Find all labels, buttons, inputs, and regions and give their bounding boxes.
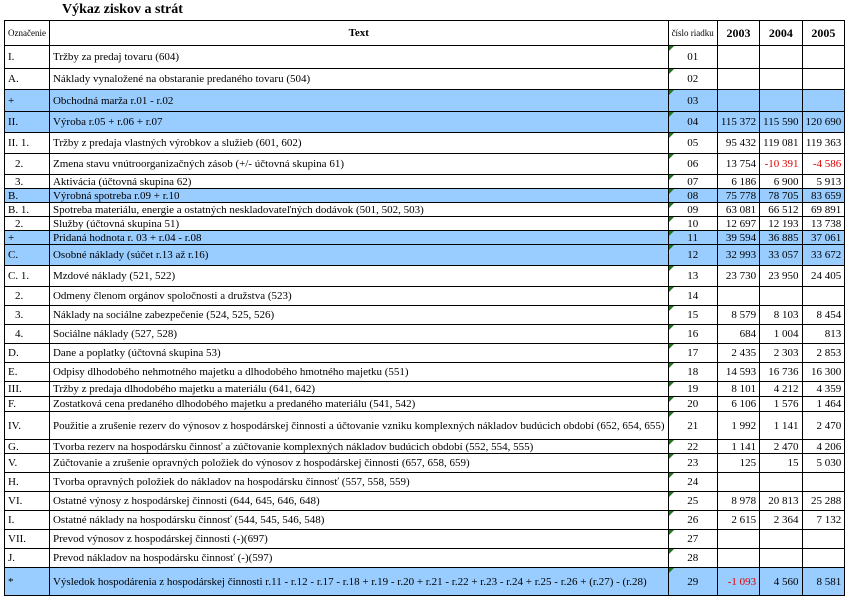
cell-text[interactable]: Osobné náklady (súčet r.13 až r.16) — [49, 245, 668, 266]
cell-text[interactable]: Spotreba materiálu, energie a ostatných neskladovateľných dodávok (501, 502, 503) — [49, 203, 668, 217]
cell-code[interactable]: E. — [5, 363, 50, 382]
table-row — [5, 530, 845, 549]
cell-text[interactable]: Použitie a zrušenie rezerv do výnosov z hospodárskej činnosti a účtovanie vzniku komplexných nákladov budúcich období (652, 654, 655) — [49, 412, 668, 440]
cell-value-2003[interactable]: 32 993 — [717, 245, 759, 266]
cell-code[interactable]: 4. — [5, 325, 50, 344]
cell-text[interactable]: Odpisy dlhodobého nehmotného majetku a dlhodobého hmotného majetku (551) — [49, 363, 668, 382]
cell-value-2005[interactable] — [802, 530, 845, 549]
cell-value-2004[interactable]: 115 590 — [760, 112, 802, 133]
table-row — [5, 154, 845, 175]
cell-value-2004[interactable]: 1 576 — [760, 397, 802, 412]
table-row — [5, 549, 845, 568]
cell-value-2004[interactable] — [760, 287, 802, 306]
table-row — [5, 287, 845, 306]
cell-code[interactable]: III. — [5, 382, 50, 397]
cell-text[interactable]: Náklady vynaložené na obstaranie predaného tovaru (504) — [49, 69, 668, 90]
cell-code[interactable]: H. — [5, 473, 50, 492]
cell-value-2003[interactable]: 1 992 — [717, 412, 759, 440]
cell-code[interactable]: D. — [5, 344, 50, 363]
cell-value-2003[interactable]: 39 594 — [717, 231, 759, 245]
table-row — [5, 492, 845, 511]
cell-value-2005[interactable]: 1 464 — [802, 397, 845, 412]
cell-value-2003[interactable] — [717, 46, 759, 69]
table-row — [5, 325, 845, 344]
cell-text[interactable]: Aktivácia (účtovná skupina 62) — [49, 175, 668, 189]
table-row — [5, 175, 845, 189]
table-row — [5, 189, 845, 203]
cell-value-2004[interactable]: 119 081 — [760, 133, 802, 154]
cell-value-2004[interactable]: 36 885 — [760, 231, 802, 245]
cell-value-2005[interactable]: 2 470 — [802, 412, 845, 440]
cell-code[interactable]: 2. — [5, 287, 50, 306]
cell-text[interactable]: Dane a poplatky (účtovná skupina 53) — [49, 344, 668, 363]
cell-value-2003[interactable]: 6 186 — [717, 175, 759, 189]
cell-value-2004[interactable]: 78 705 — [760, 189, 802, 203]
cell-value-2005[interactable]: 5 030 — [802, 454, 845, 473]
cell-value-2005[interactable]: 8 581 — [802, 568, 845, 596]
cell-value-2003[interactable]: 23 730 — [717, 266, 759, 287]
cell-value-2004[interactable]: 20 813 — [760, 492, 802, 511]
table-row — [5, 90, 845, 112]
cell-row-number[interactable]: 07 — [668, 175, 717, 189]
cell-value-2004[interactable]: 1 141 — [760, 412, 802, 440]
cell-value-2004[interactable]: 16 736 — [760, 363, 802, 382]
cell-code[interactable]: 3. — [5, 306, 50, 325]
cell-row-number[interactable]: 20 — [668, 397, 717, 412]
cell-row-number[interactable]: 27 — [668, 530, 717, 549]
cell-value-2005[interactable]: 24 405 — [802, 266, 845, 287]
cell-value-2004[interactable]: 33 057 — [760, 245, 802, 266]
cell-code[interactable]: B. — [5, 189, 50, 203]
cell-code[interactable]: IV. — [5, 412, 50, 440]
cell-code[interactable]: C. 1. — [5, 266, 50, 287]
report-title: Výkaz ziskov a strát — [62, 2, 183, 17]
cell-text[interactable]: Náklady na sociálne zabezpečenie (524, 525, 526) — [49, 306, 668, 325]
header-row — [5, 21, 845, 46]
cell-value-2004[interactable]: -10 391 — [760, 154, 802, 175]
cell-row-number[interactable]: 22 — [668, 440, 717, 454]
table-row — [5, 69, 845, 90]
cell-value-2004[interactable] — [760, 46, 802, 69]
cell-code[interactable]: * — [5, 568, 50, 596]
cell-text[interactable]: Mzdové náklady (521, 522) — [49, 266, 668, 287]
cell-value-2003[interactable] — [717, 69, 759, 90]
cell-text[interactable]: Tržby z predaja vlastných výrobkov a služieb (601, 602) — [49, 133, 668, 154]
table-row — [5, 473, 845, 492]
table-row — [5, 382, 845, 397]
header-year-2004: 2004 — [760, 21, 802, 46]
cell-value-2004[interactable]: 8 103 — [760, 306, 802, 325]
cell-code[interactable]: I. — [5, 46, 50, 69]
cell-value-2005[interactable]: 37 061 — [802, 231, 845, 245]
cell-value-2005[interactable]: 83 659 — [802, 189, 845, 203]
cell-value-2004[interactable]: 12 193 — [760, 217, 802, 231]
cell-value-2004[interactable]: 2 303 — [760, 344, 802, 363]
cell-text[interactable]: Tvorba rezerv na hospodársku činnosť a zúčtovanie komplexných nákladov budúcich období (552, 554, 555) — [49, 440, 668, 454]
table-row — [5, 412, 845, 440]
table-row — [5, 454, 845, 473]
table-row — [5, 266, 845, 287]
cell-text[interactable]: Výrobná spotreba r.09 + r.10 — [49, 189, 668, 203]
header-code: Označenie — [5, 21, 50, 46]
cell-text[interactable]: Prevod výnosov z hospodárskej činnosti (-)(697) — [49, 530, 668, 549]
cell-row-number[interactable]: 03 — [668, 90, 717, 112]
cell-value-2004[interactable] — [760, 530, 802, 549]
cell-value-2003[interactable]: 684 — [717, 325, 759, 344]
cell-code[interactable]: 2. — [5, 154, 50, 175]
cell-text[interactable]: Sociálne náklady (527, 528) — [49, 325, 668, 344]
cell-row-number[interactable]: 14 — [668, 287, 717, 306]
cell-code[interactable]: B. 1. — [5, 203, 50, 217]
cell-value-2004[interactable] — [760, 473, 802, 492]
cell-value-2005[interactable]: 33 672 — [802, 245, 845, 266]
header-text: Text — [49, 21, 668, 46]
cell-text[interactable]: Služby (účtovná skupina 51) — [49, 217, 668, 231]
cell-code[interactable]: VII. — [5, 530, 50, 549]
cell-row-number[interactable]: 05 — [668, 133, 717, 154]
cell-row-number[interactable]: 15 — [668, 306, 717, 325]
table-row — [5, 217, 845, 231]
header-row-number: číslo riadku — [668, 21, 717, 46]
cell-value-2005[interactable] — [802, 287, 845, 306]
cell-value-2005[interactable]: 5 913 — [802, 175, 845, 189]
cell-row-number[interactable]: 13 — [668, 266, 717, 287]
cell-row-number[interactable]: 06 — [668, 154, 717, 175]
table-row — [5, 112, 845, 133]
table-row — [5, 363, 845, 382]
cell-text[interactable]: Výsledok hospodárenia z hospodárskej činnosti r.11 - r.12 - r.17 - r.18 + r.19 - r.20 + r.21 - r.22 + r.23 - r.24 + r.25 - r.26 + (r.27) - (r.28) — [49, 568, 668, 596]
cell-code[interactable]: F. — [5, 397, 50, 412]
cell-value-2004[interactable] — [760, 549, 802, 568]
cell-row-number[interactable]: 01 — [668, 46, 717, 69]
cell-value-2003[interactable]: 125 — [717, 454, 759, 473]
cell-value-2003[interactable] — [717, 287, 759, 306]
table-row — [5, 440, 845, 454]
cell-row-number[interactable]: 09 — [668, 203, 717, 217]
table-row — [5, 231, 845, 245]
cell-value-2003[interactable] — [717, 90, 759, 112]
cell-value-2004[interactable]: 23 950 — [760, 266, 802, 287]
cell-row-number[interactable]: 29 — [668, 568, 717, 596]
cell-value-2005[interactable]: 7 132 — [802, 511, 845, 530]
cell-value-2005[interactable]: -4 586 — [802, 154, 845, 175]
cell-text[interactable]: Tvorba opravných položiek do nákladov na hospodársku činnosť (557, 558, 559) — [49, 473, 668, 492]
header-year-2005: 2005 — [802, 21, 845, 46]
table-row — [5, 397, 845, 412]
cell-row-number[interactable]: 21 — [668, 412, 717, 440]
cell-value-2003[interactable]: 75 778 — [717, 189, 759, 203]
table-row — [5, 306, 845, 325]
cell-value-2005[interactable]: 16 300 — [802, 363, 845, 382]
cell-code[interactable]: + — [5, 231, 50, 245]
income-statement-table — [4, 20, 845, 596]
cell-value-2003[interactable] — [717, 473, 759, 492]
cell-code[interactable]: II. — [5, 112, 50, 133]
cell-row-number[interactable]: 12 — [668, 245, 717, 266]
table-row — [5, 568, 845, 596]
cell-value-2005[interactable] — [802, 549, 845, 568]
cell-value-2003[interactable]: 2 435 — [717, 344, 759, 363]
cell-value-2003[interactable]: 13 754 — [717, 154, 759, 175]
cell-value-2003[interactable]: 63 081 — [717, 203, 759, 217]
cell-code[interactable]: V. — [5, 454, 50, 473]
cell-row-number[interactable]: 24 — [668, 473, 717, 492]
cell-row-number[interactable]: 10 — [668, 217, 717, 231]
cell-value-2004[interactable]: 2 364 — [760, 511, 802, 530]
cell-row-number[interactable]: 17 — [668, 344, 717, 363]
cell-text[interactable]: Obchodná marža r.01 - r.02 — [49, 90, 668, 112]
cell-text[interactable]: Pridaná hodnota r. 03 + r.04 - r.08 — [49, 231, 668, 245]
cell-value-2003[interactable]: 95 432 — [717, 133, 759, 154]
cell-text[interactable]: Výroba r.05 + r.06 + r.07 — [49, 112, 668, 133]
cell-code[interactable]: C. — [5, 245, 50, 266]
cell-value-2003[interactable] — [717, 530, 759, 549]
cell-value-2003[interactable]: -1 093 — [717, 568, 759, 596]
cell-text[interactable]: Zmena stavu vnútroorganizačných zásob (+/- účtovná skupina 61) — [49, 154, 668, 175]
cell-code[interactable]: II. 1. — [5, 133, 50, 154]
cell-value-2004[interactable]: 2 470 — [760, 440, 802, 454]
cell-value-2005[interactable]: 4 206 — [802, 440, 845, 454]
cell-text[interactable]: Zúčtovanie a zrušenie opravných položiek do výnosov z hospodárskej činnosti (657, 658, 659) — [49, 454, 668, 473]
cell-text[interactable]: Ostatné náklady na hospodársku činnosť (544, 545, 546, 548) — [49, 511, 668, 530]
cell-code[interactable]: A. — [5, 69, 50, 90]
cell-row-number[interactable]: 26 — [668, 511, 717, 530]
cell-code[interactable]: 2. — [5, 217, 50, 231]
cell-value-2005[interactable] — [802, 46, 845, 69]
cell-value-2004[interactable]: 4 560 — [760, 568, 802, 596]
cell-text[interactable]: Odmeny členom orgánov spoločnosti a družstva (523) — [49, 287, 668, 306]
cell-code[interactable]: VI. — [5, 492, 50, 511]
cell-code[interactable]: J. — [5, 549, 50, 568]
table-row — [5, 46, 845, 69]
cell-text[interactable]: Ostatné výnosy z hospodárskej činnosti (644, 645, 646, 648) — [49, 492, 668, 511]
cell-value-2004[interactable]: 66 512 — [760, 203, 802, 217]
cell-value-2003[interactable]: 8 978 — [717, 492, 759, 511]
cell-value-2005[interactable]: 25 288 — [802, 492, 845, 511]
cell-value-2004[interactable] — [760, 90, 802, 112]
cell-value-2005[interactable] — [802, 90, 845, 112]
cell-value-2003[interactable]: 8 101 — [717, 382, 759, 397]
cell-value-2004[interactable]: 15 — [760, 454, 802, 473]
cell-row-number[interactable]: 19 — [668, 382, 717, 397]
cell-row-number[interactable]: 04 — [668, 112, 717, 133]
cell-text[interactable]: Prevod nákladov na hospodársku činnosť (-)(597) — [49, 549, 668, 568]
cell-text[interactable]: Tržby za predaj tovaru (604) — [49, 46, 668, 69]
cell-code[interactable]: G. — [5, 440, 50, 454]
cell-value-2003[interactable]: 2 615 — [717, 511, 759, 530]
cell-value-2005[interactable]: 813 — [802, 325, 845, 344]
cell-text[interactable]: Tržby z predaja dlhodobého majetku a materiálu (641, 642) — [49, 382, 668, 397]
cell-value-2003[interactable]: 8 579 — [717, 306, 759, 325]
cell-value-2005[interactable]: 119 363 — [802, 133, 845, 154]
cell-value-2004[interactable]: 1 004 — [760, 325, 802, 344]
cell-code[interactable]: + — [5, 90, 50, 112]
cell-code[interactable]: I. — [5, 511, 50, 530]
cell-value-2005[interactable] — [802, 473, 845, 492]
cell-value-2003[interactable] — [717, 549, 759, 568]
table-row — [5, 245, 845, 266]
cell-value-2004[interactable] — [760, 69, 802, 90]
cell-value-2004[interactable]: 6 900 — [760, 175, 802, 189]
cell-row-number[interactable]: 28 — [668, 549, 717, 568]
cell-value-2005[interactable]: 69 891 — [802, 203, 845, 217]
cell-row-number[interactable]: 08 — [668, 189, 717, 203]
cell-value-2005[interactable]: 120 690 — [802, 112, 845, 133]
cell-value-2005[interactable]: 13 738 — [802, 217, 845, 231]
cell-value-2003[interactable]: 1 141 — [717, 440, 759, 454]
cell-row-number[interactable]: 25 — [668, 492, 717, 511]
cell-value-2003[interactable]: 12 697 — [717, 217, 759, 231]
cell-value-2005[interactable]: 2 853 — [802, 344, 845, 363]
cell-text[interactable]: Zostatková cena predaného dlhodobého majetku a predaného materiálu (541, 542) — [49, 397, 668, 412]
header-year-2003: 2003 — [717, 21, 759, 46]
cell-value-2005[interactable]: 4 359 — [802, 382, 845, 397]
table-row — [5, 344, 845, 363]
cell-row-number[interactable]: 23 — [668, 454, 717, 473]
cell-value-2003[interactable]: 14 593 — [717, 363, 759, 382]
cell-value-2004[interactable]: 4 212 — [760, 382, 802, 397]
cell-code[interactable]: 3. — [5, 175, 50, 189]
cell-row-number[interactable]: 16 — [668, 325, 717, 344]
cell-value-2003[interactable]: 115 372 — [717, 112, 759, 133]
cell-value-2003[interactable]: 6 106 — [717, 397, 759, 412]
table-row — [5, 203, 845, 217]
cell-value-2005[interactable]: 8 454 — [802, 306, 845, 325]
cell-row-number[interactable]: 18 — [668, 363, 717, 382]
table-row — [5, 133, 845, 154]
cell-value-2005[interactable] — [802, 69, 845, 90]
cell-row-number[interactable]: 02 — [668, 69, 717, 90]
table-row — [5, 511, 845, 530]
cell-row-number[interactable]: 11 — [668, 231, 717, 245]
